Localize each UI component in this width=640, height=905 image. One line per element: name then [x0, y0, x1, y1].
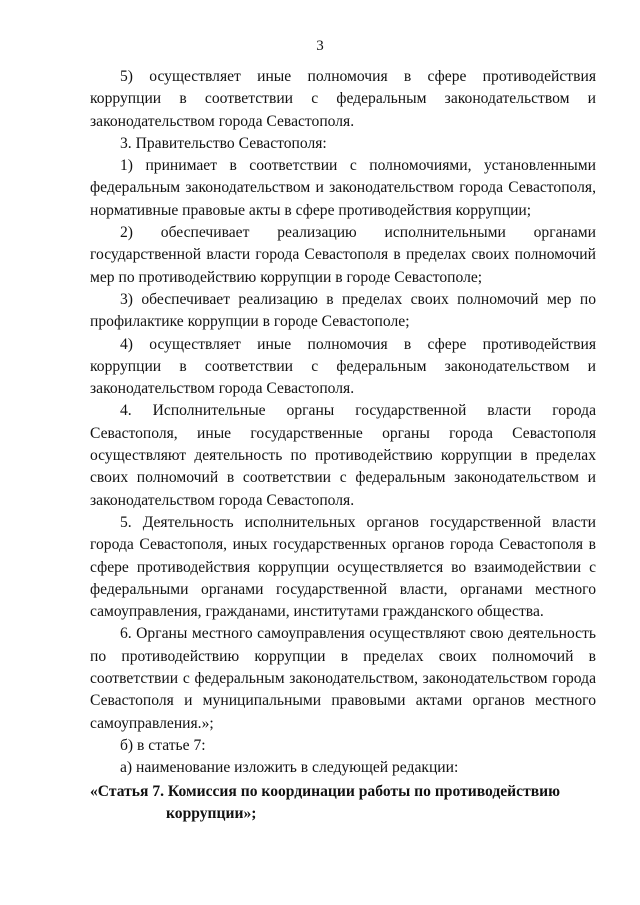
- paragraph-9: 6. Органы местного самоуправления осуществляют свою деятельность по противодействию коррупции в пределах своих полномочий в соответствии с федеральным законодательством, законодательством города Севастополя и муниципальными правовыми актами органов местного самоуправления.»;: [90, 625, 596, 732]
- article-heading-line-2: коррупции»;: [166, 804, 257, 822]
- document-body: [90, 66, 596, 825]
- paragraph-3: 1) принимает в соответствии с полномочиями, установленными федеральным законодательством и законодательством города Севастополя, нормативные правовые акты в сфере противодействия коррупции;: [90, 157, 596, 219]
- paragraph-1: 5) осуществляет иные полномочия в сфере противодействия коррупции в соответствии с федеральным законодательством и законодательством города Севастополя.: [90, 68, 596, 130]
- paragraph-8: 5. Деятельность исполнительных органов государственной власти города Севастополя, иных государственных органов города Севастополя в сфере противодействия коррупции осуществляется во взаимодействии с федеральными органами государственной власти, органами местного самоуправления, гражданами, институтами гражданского общества.: [90, 513, 596, 621]
- paragraph-4: 2) обеспечивает реализацию исполнительными органами государственной власти города Севастополя в пределах своих полномочий мер по противодействию коррупции в городе Севастополе;: [90, 224, 596, 286]
- page-number: 3: [316, 38, 324, 54]
- paragraph-10: б) в статье 7:: [120, 736, 206, 754]
- paragraph-11: а) наименование изложить в следующей редакции:: [120, 759, 459, 777]
- article-heading-line-1: «Статья 7. Комиссия по координации работы по противодействию: [90, 782, 561, 800]
- paragraph-6: 4) осуществляет иные полномочия в сфере противодействия коррупции в соответствии с федеральным законодательством и законодательством города Севастополя.: [90, 335, 596, 398]
- paragraph-2: 3. Правительство Севастополя:: [120, 134, 327, 152]
- paragraph-5: 3) обеспечивает реализацию в пределах своих полномочий мер по профилактике коррупции в городе Севастополе;: [90, 290, 596, 331]
- paragraph-7: 4. Исполнительные органы государственной власти города Севастополя, иные государственные органы города Севастополя осуществляют деятельность по противодействию коррупции в пределах своих полномочий в соответствии с федеральным законодательством и законодательством города Севастополя.: [90, 402, 596, 509]
- article-heading: [11, 781, 596, 826]
